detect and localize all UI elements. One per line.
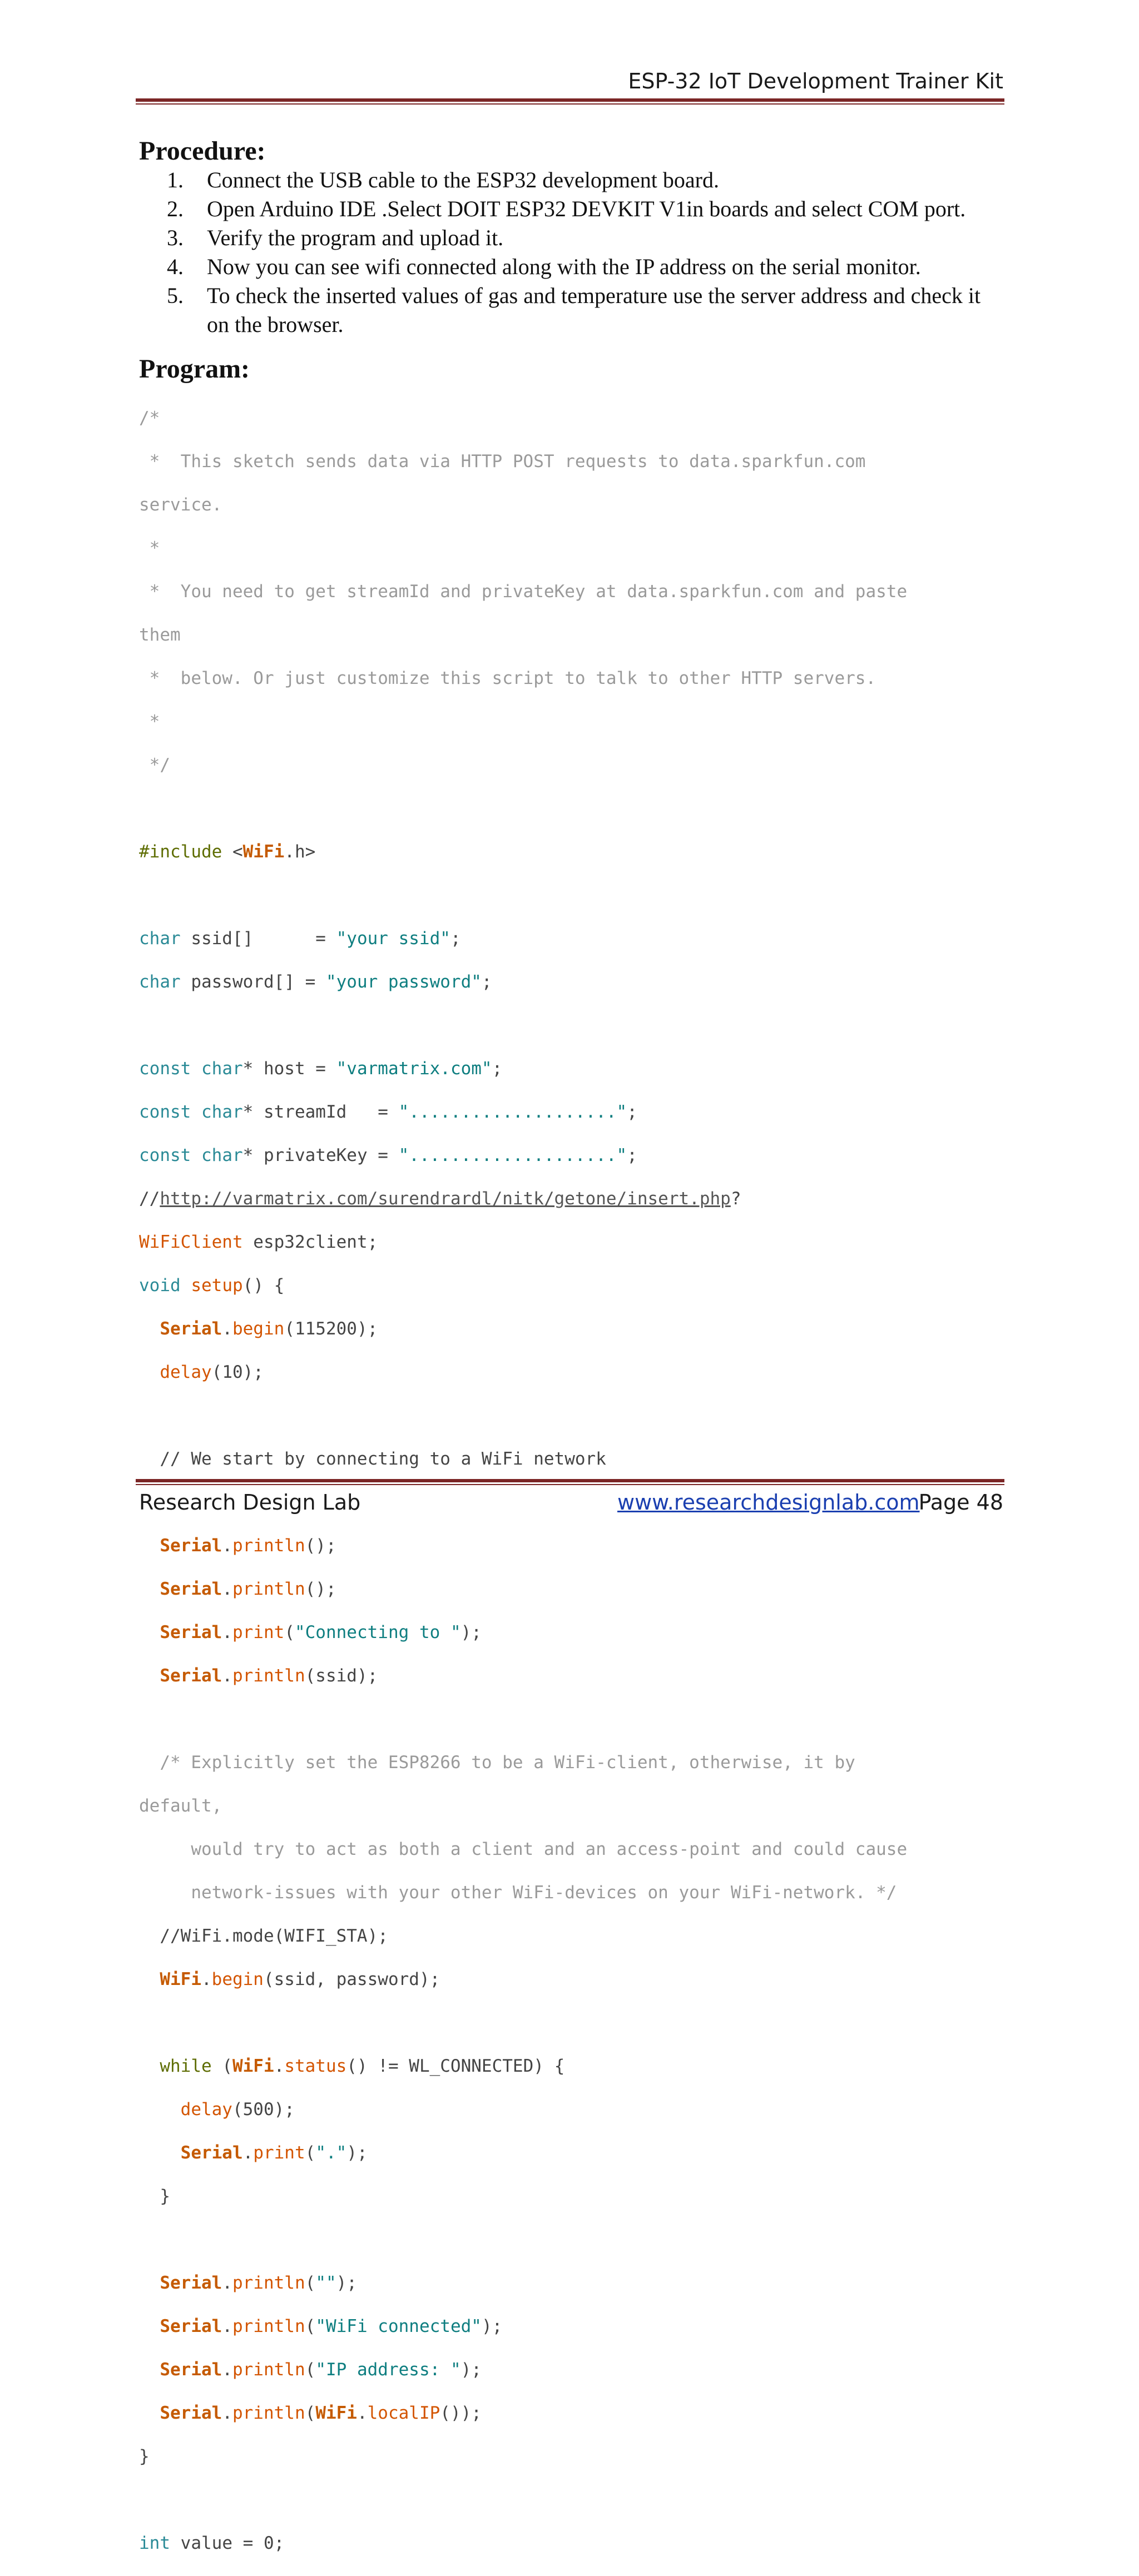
code-comment: *: [139, 538, 160, 558]
running-header: ESP-32 IoT Development Trainer Kit: [628, 69, 1003, 93]
procedure-heading: Procedure:: [139, 136, 266, 166]
code-comment: /* Explicitly set the ESP8266 to be a WiFi-client, otherwise, it by: [139, 1753, 855, 1773]
list-item: 1. Connect the USB cable to the ESP32 development board.: [167, 167, 719, 192]
code-comment: network-issues with your other WiFi-devices on your WiFi-network. */: [139, 1883, 897, 1903]
code-line-privatekey: const char* privateKey = "....................";: [139, 1145, 637, 1165]
code-blank-line: [139, 1709, 1007, 1730]
program-heading: Program:: [139, 354, 250, 384]
code-blank-line: [139, 2489, 1007, 2511]
code-line-delay-500: delay(500);: [180, 2099, 295, 2120]
footer-rule: [136, 1479, 1004, 1482]
code-line-println-ssid: Serial.println(ssid);: [160, 1666, 378, 1686]
code-comment: default,: [139, 1796, 222, 1816]
code-line-ssid: char ssid[] = "your ssid";: [139, 929, 461, 949]
code-line-serial-begin: Serial.begin(115200);: [160, 1319, 378, 1339]
code-line-streamid: const char* streamId = "....................";: [139, 1102, 637, 1122]
footer-rule-thin: [136, 1484, 1004, 1485]
code-blank-line: [139, 2012, 1007, 2034]
list-item: 5. To check the inserted values of gas and temperature use the server address and check it on the browser.: [167, 283, 981, 337]
code-line-print-connecting: Serial.print("Connecting to ");: [160, 1622, 482, 1642]
code-comment: /*: [139, 408, 160, 428]
code-comment: *: [139, 712, 160, 732]
code-blank-line: [139, 1405, 1007, 1427]
code-comment: would try to act as both a client and an access-point and could cause: [139, 1839, 908, 1859]
page-number: Page 48: [918, 1490, 1003, 1515]
procedure-steps: [167, 166, 1001, 339]
code-line-close-brace: }: [139, 2446, 150, 2466]
code-line-wifi-mode: //WiFi.mode(WIFI_STA);: [139, 1926, 388, 1946]
code-blank-line: [139, 2229, 1007, 2251]
code-line-int-value: int value = 0;: [139, 2533, 285, 2553]
header-rule: [136, 98, 1004, 102]
code-comment: * below. Or just customize this script to talk to other HTTP servers.: [139, 668, 876, 688]
code-line-delay: delay(10);: [160, 1362, 264, 1382]
header-rule-thin: [136, 103, 1004, 105]
list-item: 4. Now you can see wifi connected along with the IP address on the serial monitor.: [167, 254, 921, 279]
footer-website-link[interactable]: www.researchdesignlab.com: [617, 1490, 920, 1515]
code-line-wifi-begin: WiFi.begin(ssid, password);: [160, 1969, 440, 1989]
code-line-while: while (WiFi.status() != WL_CONNECTED) {: [160, 2056, 565, 2076]
code-line-host: const char* host = "varmatrix.com";: [139, 1059, 503, 1079]
code-line-println-ip: Serial.println("IP address: ");: [160, 2360, 482, 2380]
code-line-print-dot: Serial.print(".");: [180, 2143, 368, 2163]
code-line-setup: void setup() {: [139, 1275, 285, 1296]
code-line-password: char password[] = "your password";: [139, 972, 492, 992]
code-comment: * This sketch sends data via HTTP POST requests to data.sparkfun.com: [139, 451, 866, 471]
code-line-println-connected: Serial.println("WiFi connected");: [160, 2316, 503, 2336]
code-line-client: WiFiClient esp32client;: [139, 1232, 378, 1252]
footer-company: Research Design Lab: [139, 1490, 361, 1515]
code-comment: * You need to get streamId and privateKey at data.sparkfun.com and paste: [139, 582, 908, 602]
list-item: 3. Verify the program and upload it.: [167, 225, 504, 250]
code-blank-line: [139, 885, 1007, 906]
code-comment: */: [139, 755, 170, 775]
insert-php-link[interactable]: http://varmatrix.com/surendrardl/nitk/getone/insert.php: [160, 1189, 731, 1209]
code-line-println: Serial.println();: [160, 1536, 336, 1556]
code-blank-line: [139, 1015, 1007, 1036]
code-line-close-brace: }: [160, 2186, 170, 2206]
code-line-println-localip: Serial.println(WiFi.localIP());: [160, 2403, 482, 2423]
code-line-include: #include <WiFi.h>: [139, 842, 316, 862]
code-line-println-empty: Serial.println("");: [160, 2273, 357, 2293]
code-comment: // We start by connecting to a WiFi network: [139, 1449, 606, 1469]
code-line-url: //http://varmatrix.com/surendrardl/nitk/getone/insert.php?: [139, 1189, 741, 1209]
code-comment: service.: [139, 495, 222, 515]
code-blank-line: [139, 798, 1007, 820]
code-line-println: Serial.println();: [160, 1579, 336, 1599]
list-item: 2. Open Arduino IDE .Select DOIT ESP32 DEVKIT V1in boards and select COM port.: [167, 196, 966, 221]
code-comment: them: [139, 625, 181, 645]
